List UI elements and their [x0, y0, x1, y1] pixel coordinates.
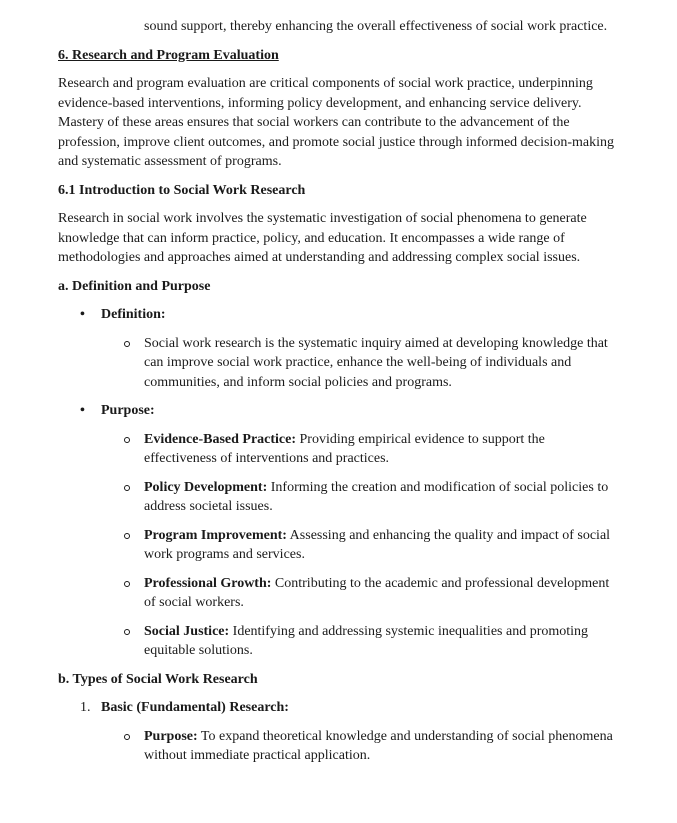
purpose-label: Purpose: — [101, 403, 155, 418]
purpose-item — [144, 526, 618, 565]
definition-bullet — [80, 305, 618, 325]
circle-bullet-icon — [124, 533, 130, 539]
research-type-label: Basic (Fundamental) Research: — [101, 700, 289, 715]
research-type-purpose — [144, 727, 618, 766]
purpose-item-term: Policy Development: — [144, 479, 268, 495]
circle-bullet-icon — [124, 485, 130, 491]
circle-bullet-icon — [124, 341, 130, 347]
circle-bullet-icon — [124, 734, 130, 740]
purpose-item-term: Program Improvement: — [144, 527, 287, 543]
list-number: 1. — [80, 700, 91, 715]
section-6-heading: 6. Research and Program Evaluation — [58, 47, 279, 63]
purpose-item-term: Social Justice: — [144, 623, 230, 639]
circle-bullet-icon — [124, 629, 130, 635]
definition-text: Social work research is the systematic inquiry aimed at developing knowledge that can improve social work practice, enhance the well-being of individuals and communities, and inform social policies and programs. — [144, 335, 608, 390]
purpose-item — [144, 622, 618, 661]
research-type-item — [80, 698, 618, 718]
circle-bullet-icon — [124, 581, 130, 587]
part-a-heading: a. Definition and Purpose — [58, 278, 211, 294]
bullet-icon: • — [80, 403, 85, 418]
definition-label: Definition: — [101, 307, 166, 322]
purpose-item — [144, 430, 618, 469]
section-6-1-intro: Research in social work involves the systematic investigation of social phenomena to generate knowledge that can inform practice, policy, and education. It encompasses a wide range of methodologies and approaches aimed at understanding and addressing complex social issues. — [58, 211, 587, 265]
purpose-item-term: Evidence-Based Practice: — [144, 431, 297, 447]
purpose-list — [58, 430, 618, 661]
purpose-item-text: Assessing and enhancing the quality and impact of social work programs and services. — [144, 527, 611, 562]
purpose-bullet — [80, 401, 618, 421]
purpose-item-text: Informing the creation and modification of social policies to address societal issues. — [144, 479, 609, 514]
document-page — [58, 17, 618, 766]
part-b-heading: b. Types of Social Work Research — [58, 671, 258, 687]
continuation-paragraph: sound support, thereby enhancing the overall effectiveness of social work practice. — [144, 19, 608, 34]
bullet-icon: • — [80, 307, 85, 322]
purpose-item — [144, 478, 618, 517]
purpose-item-term: Professional Growth: — [144, 575, 272, 591]
circle-bullet-icon — [124, 437, 130, 443]
definition-item — [144, 334, 618, 393]
research-type-purpose-text: To expand theoretical knowledge and understanding of social phenomena without immediate practical application. — [144, 728, 613, 763]
purpose-item — [144, 574, 618, 613]
section-6-intro: Research and program evaluation are critical components of social work practice, underpinning evidence-based interventions, informing policy development, and enhancing service delivery. Mastery of these areas ensures that social workers can contribute to the advancement of the profession, improve client outcomes, and promote social justice through informed decision-making and systematic assessment of programs. — [58, 76, 614, 169]
purpose-item-text: Providing empirical evidence to support the effectiveness of interventions and practices. — [144, 431, 545, 466]
section-6-1-heading: 6.1 Introduction to Social Work Research — [58, 182, 306, 198]
purpose-item-text: Identifying and addressing systemic inequalities and promoting equitable solutions. — [144, 623, 589, 658]
research-type-purpose-term: Purpose: — [144, 728, 198, 744]
purpose-item-text: Contributing to the academic and professional development of social workers. — [144, 575, 610, 610]
